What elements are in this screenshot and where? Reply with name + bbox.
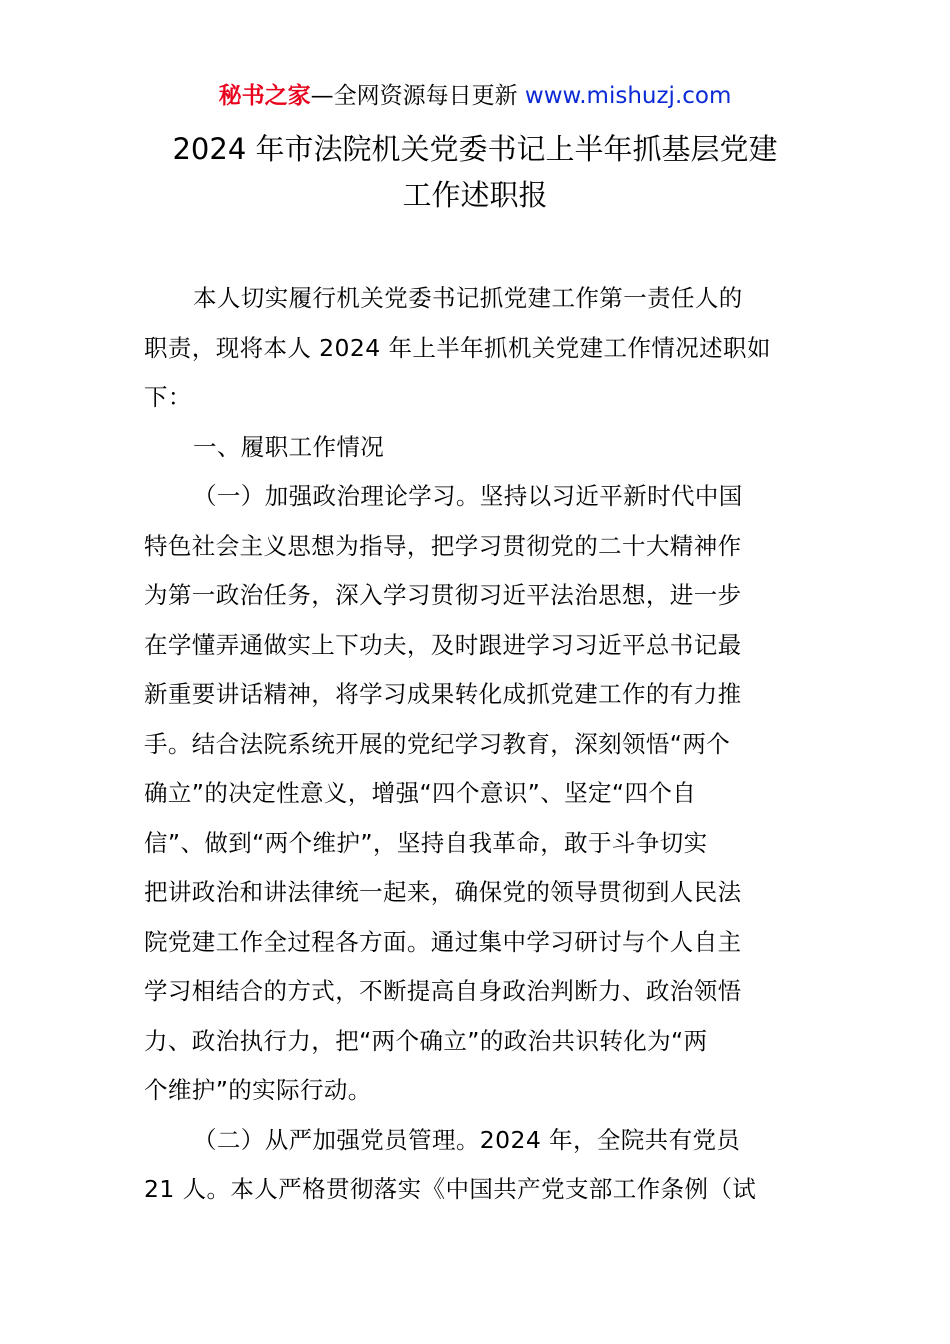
- body-line: 学习相结合的方式，不断提高自身政治判断力、政治领悟: [144, 977, 742, 1005]
- document-title: [60, 126, 890, 218]
- header-tagline: —全网资源每日更新: [310, 83, 518, 109]
- body-line: 把讲政治和讲法律统一起来，确保党的领导贯彻到人民法: [144, 878, 742, 906]
- body-line: 信”、做到“两个维护”，坚持自我革命，敢于斗争切实: [144, 828, 708, 857]
- document-body: [144, 274, 808, 1215]
- body-line: 确立”的决定性意义，增强“四个意识”、坚定“四个自: [144, 779, 697, 807]
- body-line: 在学懂弄通做实上下功夫，及时跟进学习习近平总书记最: [144, 630, 742, 659]
- body-line: 力、政治执行力，把“两个确立”的政治共识转化为“两: [144, 1026, 708, 1055]
- body-line: 院党建工作全过程各方面。通过集中学习研讨与个人自主: [144, 927, 742, 956]
- brand-name: 秘书之家: [218, 83, 311, 109]
- body-line: 新重要讲话精神，将学习成果转化成抓党建工作的有力推: [144, 680, 742, 708]
- body-line: 为第一政治任务，深入学习贯彻习近平法治思想，进一步: [144, 581, 742, 609]
- body-line: 手。结合法院系统开展的党纪学习教育，深刻领悟“两个: [144, 729, 731, 758]
- site-url[interactable]: www.mishuzj.com: [524, 83, 732, 109]
- body-line: （一）加强政治理论学习。坚持以习近平新时代中国: [193, 482, 743, 510]
- body-line: 职责，现将本人 2024 年上半年抓机关党建工作情况述职如: [144, 333, 771, 362]
- title-line-1: 2024 年市法院机关党委书记上半年抓基层党建: [172, 132, 778, 166]
- body-line: 个维护”的实际行动。: [144, 1076, 372, 1104]
- body-line: 特色社会主义思想为指导，把学习贯彻党的二十大精神作: [144, 531, 742, 560]
- body-line: 21 人。本人严格贯彻落实《中国共产党支部工作条例（试: [144, 1175, 757, 1203]
- title-line-2: 工作述职报: [402, 178, 548, 212]
- site-header: [0, 80, 950, 112]
- body-line: 本人切实履行机关党委书记抓党建工作第一责任人的: [193, 284, 743, 312]
- body-line: （二）从严加强党员管理。2024 年，全院共有党员: [193, 1125, 741, 1154]
- body-line: 下：: [144, 383, 192, 411]
- section-heading: 一、履职工作情况: [193, 432, 385, 461]
